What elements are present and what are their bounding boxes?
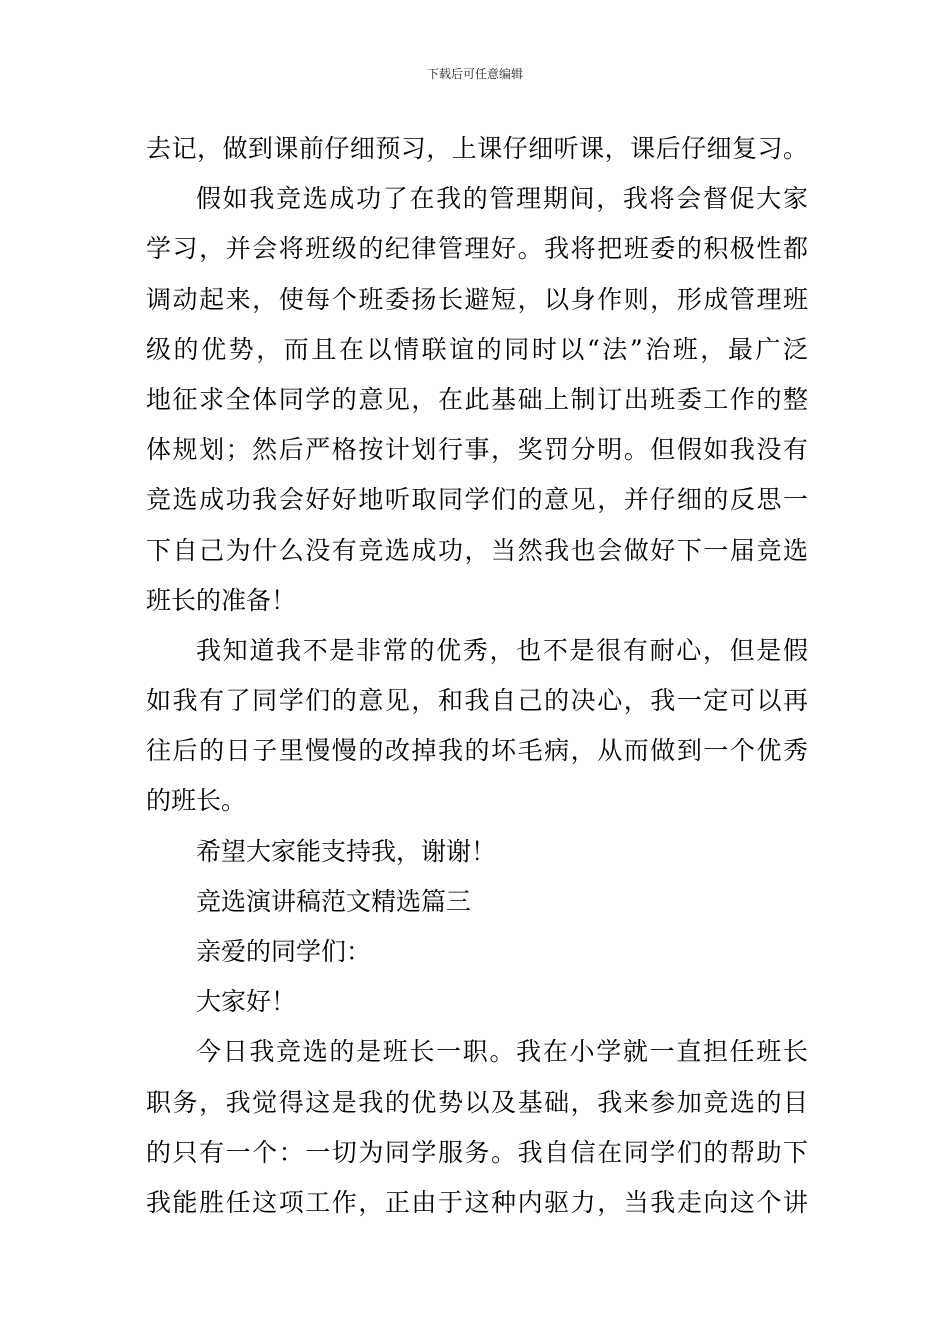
text-line: 体规划；然后严格按计划行事，奖罚分明。但假如我没有 xyxy=(146,435,808,465)
text-line: 的只有一个：一切为同学服务。我自信在同学们的帮助下 xyxy=(146,1137,808,1167)
text-line: 我知道我不是非常的优秀，也不是很有耐心，但是假 xyxy=(196,635,808,665)
text-line: 往后的日子里慢慢的改掉我的坏毛病，从而做到一个优秀 xyxy=(146,736,808,766)
text-line: 的班长。 xyxy=(146,786,247,816)
text-line: 如我有了同学们的意见，和我自己的决心，我一定可以再 xyxy=(146,686,808,716)
document-body xyxy=(146,124,808,1228)
text-line: 今日我竞选的是班长一职。我在小学就一直担任班长 xyxy=(196,1037,808,1067)
text-line: 竞选成功我会好好地听取同学们的意见，并仔细的反思一 xyxy=(146,485,808,515)
page-header: 下载后可任意编辑 xyxy=(426,67,523,81)
text-line: 级的优势，而且在以情联谊的同时以“法”治班，最广泛 xyxy=(146,334,808,364)
text-line: 调动起来，使每个班委扬长避短，以身作则，形成管理班 xyxy=(146,284,808,314)
section-heading: 竞选演讲稿范文精选篇三 xyxy=(196,886,472,916)
text-line: 学习，并会将班级的纪律管理好。我将把班委的积极性都 xyxy=(146,234,808,264)
text-line: 班长的准备！ xyxy=(146,585,297,615)
text-line: 职务，我觉得这是我的优势以及基础，我来参加竞选的目 xyxy=(146,1087,808,1117)
text-line: 下自己为什么没有竞选成功，当然我也会做好下一届竞选 xyxy=(146,535,808,565)
text-line: 地征求全体同学的意见，在此基础上制订出班委工作的整 xyxy=(146,384,808,414)
text-line: 希望大家能支持我，谢谢！ xyxy=(196,836,497,866)
text-line: 我能胜任这项工作，正由于这种内驱力，当我走向这个讲 xyxy=(146,1187,808,1217)
text-line: 大家好！ xyxy=(196,987,297,1017)
text-line: 亲爱的同学们： xyxy=(196,937,372,966)
text-line: 假如我竞选成功了在我的管理期间，我将会督促大家 xyxy=(196,184,808,214)
text-line: 去记，做到课前仔细预习，上课仔细听课，课后仔细复习。 xyxy=(146,134,808,163)
